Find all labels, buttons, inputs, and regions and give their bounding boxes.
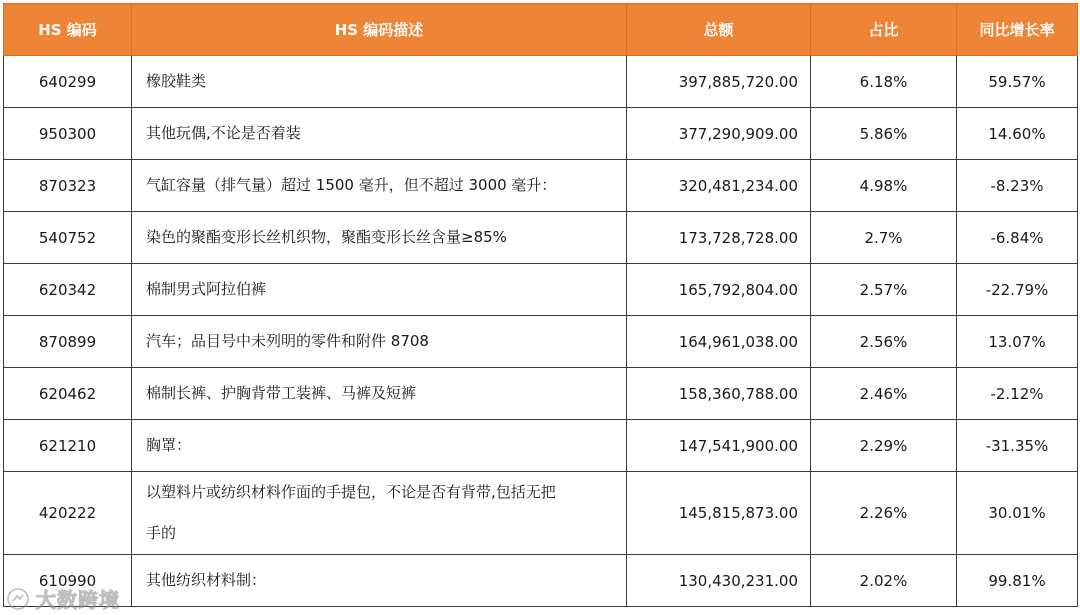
- cell-hs-code: 620342: [4, 264, 132, 316]
- cell-share: 2.46%: [811, 368, 957, 420]
- cell-total: 130,430,231.00: [627, 555, 811, 607]
- table-row: [4, 108, 1078, 160]
- cell-hs-code: 540752: [4, 212, 132, 264]
- cell-share: 2.02%: [811, 555, 957, 607]
- cell-yoy-growth: 99.81%: [957, 555, 1078, 607]
- table-row: [4, 56, 1078, 108]
- cell-total: 164,961,038.00: [627, 316, 811, 368]
- cell-hs-code: 610990: [4, 555, 132, 607]
- cell-yoy-growth: -8.23%: [957, 160, 1078, 212]
- cell-yoy-growth: -6.84%: [957, 212, 1078, 264]
- table-row: [4, 264, 1078, 316]
- table-row: [4, 160, 1078, 212]
- table-header-row: [4, 4, 1078, 56]
- header-yoy-growth: 同比增长率: [957, 4, 1078, 56]
- cell-description: 棉制男式阿拉伯裤: [132, 264, 627, 316]
- cell-share: 6.18%: [811, 56, 957, 108]
- table-row: [4, 472, 1078, 555]
- cell-hs-code: 420222: [4, 472, 132, 555]
- cell-total: 147,541,900.00: [627, 420, 811, 472]
- cell-total: 145,815,873.00: [627, 472, 811, 555]
- table-row: [4, 316, 1078, 368]
- cell-hs-code: 621210: [4, 420, 132, 472]
- cell-hs-code: 640299: [4, 56, 132, 108]
- cell-description: 以塑料片或纺织材料作面的手提包，不论是否有背带,包括无把手的: [132, 472, 627, 555]
- cell-share: 2.7%: [811, 212, 957, 264]
- header-share: 占比: [811, 4, 957, 56]
- cell-description: 其他玩偶,不论是否着装: [132, 108, 627, 160]
- cell-yoy-growth: -2.12%: [957, 368, 1078, 420]
- cell-total: 397,885,720.00: [627, 56, 811, 108]
- cell-yoy-growth: 30.01%: [957, 472, 1078, 555]
- hs-code-table: [3, 3, 1078, 607]
- cell-yoy-growth: -31.35%: [957, 420, 1078, 472]
- cell-yoy-growth: -22.79%: [957, 264, 1078, 316]
- table-row: [4, 368, 1078, 420]
- cell-total: 165,792,804.00: [627, 264, 811, 316]
- cell-total: 320,481,234.00: [627, 160, 811, 212]
- cell-description: 橡胶鞋类: [132, 56, 627, 108]
- table-row: [4, 555, 1078, 607]
- cell-hs-code: 870899: [4, 316, 132, 368]
- cell-total: 173,728,728.00: [627, 212, 811, 264]
- cell-description: 染色的聚酯变形长丝机织物，聚酯变形长丝含量≥85%: [132, 212, 627, 264]
- cell-share: 2.56%: [811, 316, 957, 368]
- cell-description: 棉制长裤、护胸背带工装裤、马裤及短裤: [132, 368, 627, 420]
- cell-yoy-growth: 59.57%: [957, 56, 1078, 108]
- cell-description: 气缸容量（排气量）超过 1500 毫升，但不超过 3000 毫升：: [132, 160, 627, 212]
- cell-share: 2.57%: [811, 264, 957, 316]
- cell-share: 4.98%: [811, 160, 957, 212]
- cell-total: 158,360,788.00: [627, 368, 811, 420]
- header-hs-description: HS 编码描述: [132, 4, 627, 56]
- header-hs-code: HS 编码: [4, 4, 132, 56]
- table-row: [4, 420, 1078, 472]
- cell-hs-code: 870323: [4, 160, 132, 212]
- header-total: 总额: [627, 4, 811, 56]
- cell-share: 5.86%: [811, 108, 957, 160]
- cell-hs-code: 950300: [4, 108, 132, 160]
- cell-share: 2.26%: [811, 472, 957, 555]
- watermark-text: 大数跨境: [36, 588, 120, 612]
- cell-description: 其他纺织材料制：: [132, 555, 627, 607]
- cell-description: 胸罩：: [132, 420, 627, 472]
- cell-total: 377,290,909.00: [627, 108, 811, 160]
- cell-share: 2.29%: [811, 420, 957, 472]
- table-row: [4, 212, 1078, 264]
- cell-yoy-growth: 14.60%: [957, 108, 1078, 160]
- cell-description: 汽车；品目号中未列明的零件和附件 8708: [132, 316, 627, 368]
- cell-yoy-growth: 13.07%: [957, 316, 1078, 368]
- cell-hs-code: 620462: [4, 368, 132, 420]
